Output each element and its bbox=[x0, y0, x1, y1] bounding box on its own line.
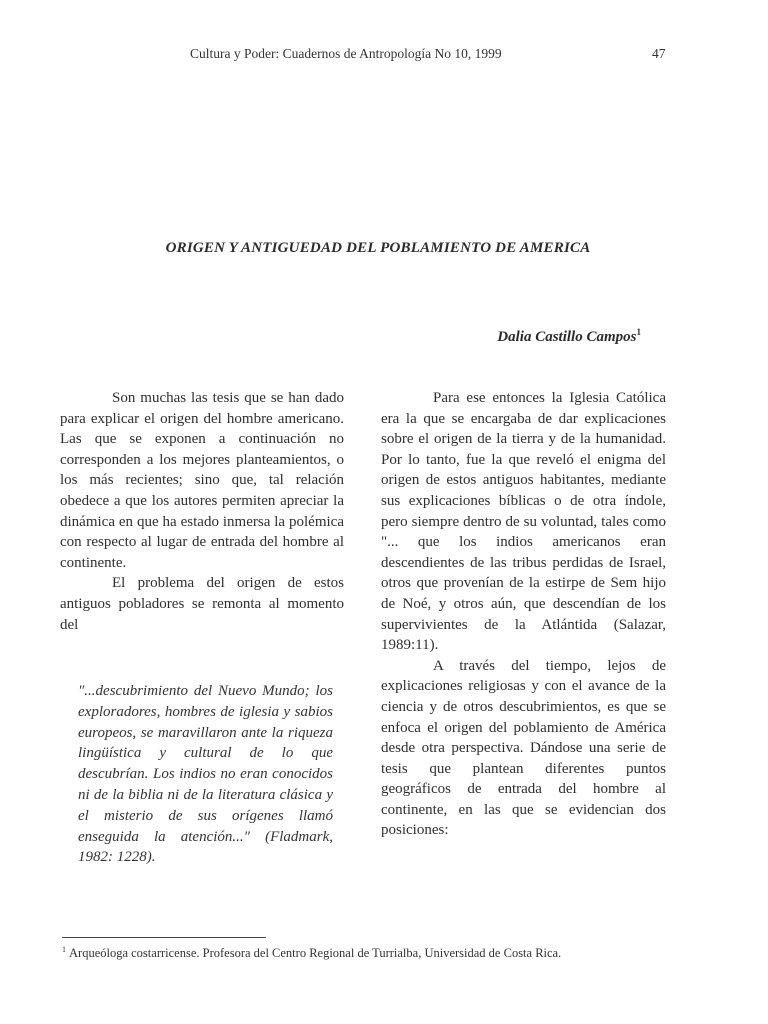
right-paragraph-1: Para ese entonces la Iglesia Católica era la que se encargaba de dar explicaciones sobre el origen de la tierra y de la humanidad. Por lo tanto, fue la que reveló el enigma del origen de estos antiguos habitantes, mediante sus explicaciones bíblicas o de otra índole, pero siempre dentro de su voluntad, tales como "... que los indios americanos eran descendientes de las tribus perdidas de Israel, otros que provenían de la estirpe de Sem hijo de Noé, y otros aún, que descendían de los supervivientes de la Atlántida (Salazar, 1989:11). bbox=[381, 390, 666, 654]
footnote bbox=[62, 945, 702, 961]
right-column bbox=[381, 388, 666, 841]
footnote-marker: 1 bbox=[62, 945, 66, 954]
left-paragraph-1: Son muchas las tesis que se han dado para explicar el origen del hombre americano. Las que se exponen a continuación no corresponden a los mejores planteamientos, o los más recientes; sino que, tal relación obedece a que los autores permiten apreciar la dinámica en que ha estado inmersa la polémica con respecto al lugar de entrada del hombre al continente. bbox=[60, 390, 344, 571]
left-paragraph-2: El problema del origen de estos antiguos pobladores se remonta al momento del bbox=[60, 575, 344, 633]
right-paragraph-2: A través del tiempo, lejos de explicaciones religiosas y con el avance de la ciencia y de otros descubrimientos, es que se enfoca el origen del poblamiento de América desde otra perspectiva. Dándose una serie de tesis que plantean diferentes puntos geográficos de entrada del hombre al continente, en las que se evidencian dos posiciones: bbox=[381, 657, 666, 839]
footnote-divider bbox=[62, 937, 266, 938]
left-column bbox=[60, 388, 344, 635]
author-byline bbox=[497, 327, 641, 346]
article-title: ORIGEN Y ANTIGUEDAD DEL POBLAMIENTO DE AMERICA bbox=[165, 240, 591, 256]
page-number: 47 bbox=[652, 46, 666, 61]
running-header: Cultura y Poder: Cuadernos de Antropología No 10, 1999 bbox=[190, 46, 502, 61]
author-name: Dalia Castillo Campos bbox=[497, 329, 637, 345]
block-quote: "...descubrimiento del Nuevo Mundo; los exploradores, hombres de iglesia y sabios europeos, se maravillaron ante la riqueza lingüística y cultural de lo que descubrían. Los indios no eran conocidos ni de la biblia ni de la literatura clásica y el misterio de sus orígenes llamó enseguida la atención..." (Fladmark, 1982: 1228). bbox=[78, 683, 333, 866]
footnote-text: Arqueóloga costarricense. Profesora del Centro Regional de Turrialba, Universidad de Costa Rica. bbox=[69, 946, 562, 961]
author-footnote-marker: 1 bbox=[636, 327, 641, 337]
